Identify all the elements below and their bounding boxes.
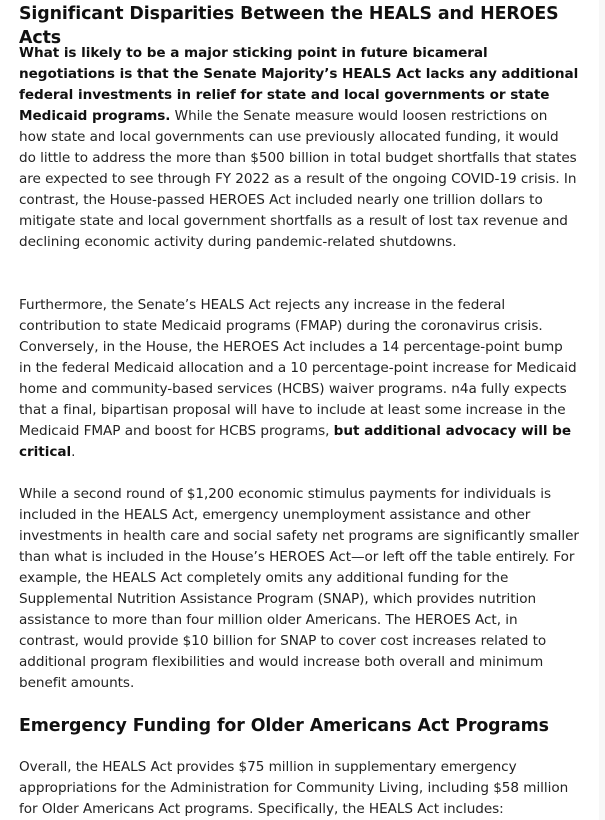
paragraph-medicaid-fmap [19,295,579,463]
bold-lead-text: What is likely to be a major sticking point in future bicameral negotiations is that the Senate Majority’s HEALS Act lacks any additional federal investments in relief for state and local governments or state Medicaid programs. [19,45,579,124]
paragraph-acl-funding [19,757,579,820]
paragraph-stimulus-snap [19,484,579,694]
paragraph-text: Furthermore, the Senate’s HEALS Act rejects any increase in the federal contribution to state Medicaid programs (FMAP) during the coronavirus crisis. Conversely, in the House, the HEROES Act includes a 14 percentage-point bump in the federal Medicaid allocation and a 10 percentage-point increase for Medicaid home and community-based services (HCBS) waiver programs. n4a fully expects that a final, bipartisan proposal will have to include at least some increase in the Medicaid FMAP and boost for HCBS programs, [19,297,577,439]
section-heading-emergency-funding: Emergency Funding for Older Americans Act Programs [19,716,549,736]
paragraph-state-local-relief [19,43,579,253]
paragraph-text: While the Senate measure would loosen restrictions on how state and local governments can use previously allocated funding, it would do little to address the more than $500 billion in total budget shortfalls that states are expected to see through FY 2022 as a result of the ongoing COVID-19 crisis. In contrast, the House-passed HEROES Act included nearly one trillion dollars to mitigate state and local government shortfalls as a result of lost tax revenue and declining economic activity during pandemic-related shutdowns. [19,108,577,250]
paragraph-text: While a second round of $1,200 economic stimulus payments for individuals is included in the HEALS Act, emergency unemployment assistance and other investments in health care and social safety net programs are significantly smaller than what is included in the House’s HEROES Act—or left off the table entirely. For example, the HEALS Act completely omits any additional funding for the Supplemental Nutrition Assistance Program (SNAP), which provides nutrition assistance to more than four million older Americans. The HEROES Act, in contrast, would provide $10 billion for SNAP to cover cost increases related to additional program flexibilities and would increase both overall and minimum benefit amounts. [19,486,579,691]
paragraph-end: . [71,444,76,460]
scrollbar-track[interactable] [599,0,605,820]
bold-advocacy-text: but additional advocacy will be critical [19,423,571,460]
section-heading-disparities: Significant Disparities Between the HEALS and HEROES Acts [19,4,559,48]
paragraph-text: Overall, the HEALS Act provides $75 million in supplementary emergency appropriations for the Administration for Community Living, including $58 million for Older Americans Act programs. Specifically, the HEALS Act includes: [19,759,569,817]
